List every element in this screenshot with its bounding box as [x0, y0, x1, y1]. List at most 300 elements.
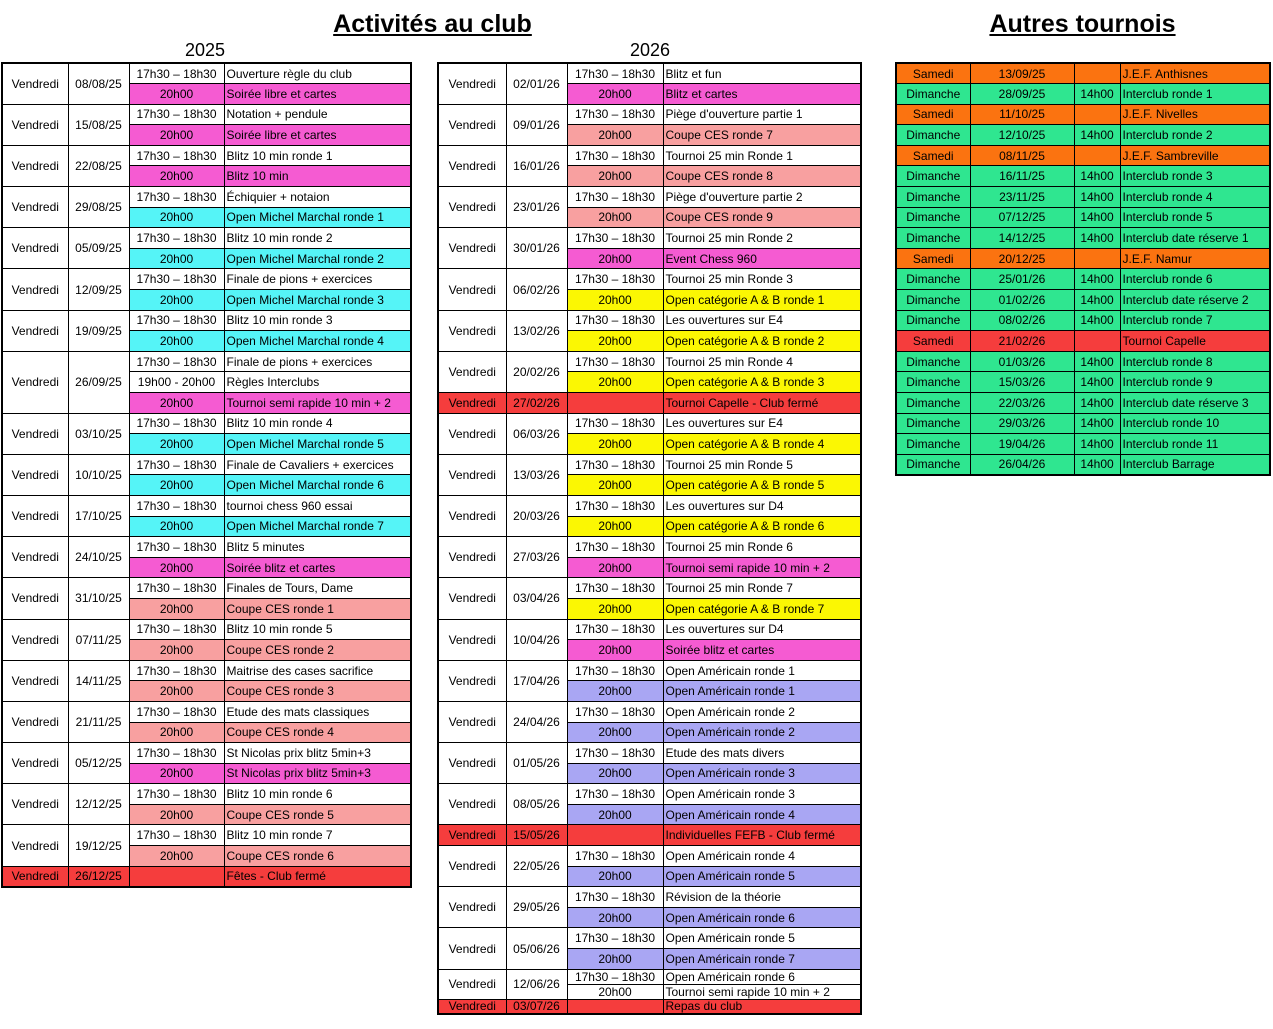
tournament-time: 14h00: [1074, 84, 1120, 105]
time-cell: 17h30 – 18h30: [129, 578, 224, 599]
time-cell: 20h00: [129, 557, 224, 578]
activity-cell: Repas du club: [663, 999, 861, 1014]
tournament-event: J.E.F. Sambreville: [1120, 145, 1270, 166]
date-cell: 29/08/25: [68, 187, 129, 228]
schedule-row: [438, 495, 861, 516]
schedule-row: [438, 228, 861, 249]
tournament-row: [896, 145, 1270, 166]
date-cell: 31/10/25: [68, 578, 129, 619]
tournament-row: [896, 166, 1270, 187]
tournament-time: 14h00: [1074, 434, 1120, 455]
time-cell: 20h00: [567, 804, 663, 825]
time-cell: 20h00: [129, 248, 224, 269]
tournament-event: Interclub ronde 5: [1120, 207, 1270, 228]
time-cell: 17h30 – 18h30: [567, 846, 663, 867]
schedule-row: [438, 999, 861, 1014]
time-cell: [567, 393, 663, 414]
tournament-row: [896, 63, 1270, 84]
time-cell: 20h00: [567, 907, 663, 928]
time-cell: 17h30 – 18h30: [129, 495, 224, 516]
tournament-row: [896, 413, 1270, 434]
schedule-row: [2, 104, 411, 125]
day-cell: Vendredi: [438, 145, 506, 186]
activity-cell: Coupe CES ronde 4: [224, 722, 411, 743]
time-cell: 20h00: [129, 598, 224, 619]
time-cell: 17h30 – 18h30: [129, 351, 224, 372]
tournament-row: [896, 187, 1270, 208]
schedule-row: [2, 578, 411, 599]
tournament-event: Interclub ronde 1: [1120, 84, 1270, 105]
tournament-date: 08/02/26: [970, 310, 1074, 331]
activity-cell: Etude des mats divers: [663, 743, 861, 764]
date-cell: 06/03/26: [506, 413, 567, 454]
time-cell: 20h00: [567, 475, 663, 496]
time-cell: 19h00 - 20h00: [129, 372, 224, 393]
schedule-row: [2, 660, 411, 681]
schedule-row: [2, 187, 411, 208]
schedule-row: [438, 784, 861, 805]
day-cell: Vendredi: [438, 537, 506, 578]
tournament-day: Samedi: [896, 145, 970, 166]
time-cell: [567, 999, 663, 1014]
time-cell: 20h00: [567, 866, 663, 887]
tournament-day: Samedi: [896, 104, 970, 125]
tournament-date: 21/02/26: [970, 331, 1074, 352]
schedule-row: [2, 701, 411, 722]
schedule-row: [2, 495, 411, 516]
activity-cell: Open Américain ronde 3: [663, 784, 861, 805]
time-cell: 17h30 – 18h30: [129, 187, 224, 208]
activity-cell: Open Américain ronde 5: [663, 866, 861, 887]
schedule-row: [2, 413, 411, 434]
time-cell: 20h00: [567, 984, 663, 999]
tournament-row: [896, 351, 1270, 372]
day-cell: Vendredi: [2, 269, 68, 310]
tournament-day: Dimanche: [896, 290, 970, 311]
time-cell: 17h30 – 18h30: [129, 825, 224, 846]
activity-cell: Open Michel Marchal ronde 7: [224, 516, 411, 537]
activity-cell: Tournoi 25 min Ronde 4: [663, 351, 861, 372]
time-cell: 20h00: [567, 166, 663, 187]
year-2026-label: 2026: [629, 40, 671, 60]
schedule-row: [438, 928, 861, 949]
date-cell: 10/04/26: [506, 619, 567, 660]
activity-cell: Blitz 10 min ronde 1: [224, 145, 411, 166]
day-cell: Vendredi: [2, 619, 68, 660]
day-cell: Vendredi: [438, 928, 506, 969]
tournament-time: 14h00: [1074, 393, 1120, 414]
activity-cell: Fêtes - Club fermé: [224, 866, 411, 887]
activity-cell: Soirée blitz et cartes: [224, 557, 411, 578]
club-activities-title: Activités au club: [333, 10, 532, 38]
time-cell: 17h30 – 18h30: [567, 187, 663, 208]
tournament-day: Dimanche: [896, 228, 970, 249]
date-cell: 27/03/26: [506, 537, 567, 578]
activity-cell: Tournoi 25 min Ronde 7: [663, 578, 861, 599]
schedule-row: [438, 660, 861, 681]
day-cell: Vendredi: [438, 310, 506, 351]
activity-cell: Soirée libre et cartes: [224, 125, 411, 146]
day-cell: Vendredi: [2, 743, 68, 784]
schedule-row: [438, 887, 861, 908]
day-cell: Vendredi: [438, 969, 506, 999]
time-cell: 20h00: [567, 557, 663, 578]
date-cell: 10/10/25: [68, 454, 129, 495]
time-cell: 20h00: [567, 763, 663, 784]
activity-cell: Tournoi semi rapide 10 min + 2: [224, 393, 411, 414]
day-cell: Vendredi: [438, 887, 506, 928]
tournament-day: Dimanche: [896, 84, 970, 105]
day-cell: Vendredi: [2, 825, 68, 866]
date-cell: 20/03/26: [506, 495, 567, 536]
tournament-row: [896, 290, 1270, 311]
time-cell: 17h30 – 18h30: [129, 660, 224, 681]
date-cell: 07/11/25: [68, 619, 129, 660]
time-cell: [129, 866, 224, 887]
date-cell: 29/05/26: [506, 887, 567, 928]
tournament-row: [896, 84, 1270, 105]
date-cell: 24/10/25: [68, 537, 129, 578]
activity-cell: Tournoi 25 min Ronde 3: [663, 269, 861, 290]
schedule-row: [438, 310, 861, 331]
tournament-day: Dimanche: [896, 166, 970, 187]
activity-cell: St Nicolas prix blitz 5min+3: [224, 763, 411, 784]
activity-cell: Tournoi 25 min Ronde 2: [663, 228, 861, 249]
tournament-date: 13/09/25: [970, 63, 1074, 84]
activity-cell: Open Américain ronde 2: [663, 722, 861, 743]
day-cell: Vendredi: [438, 269, 506, 310]
time-cell: 20h00: [567, 722, 663, 743]
schedule-row: [2, 537, 411, 558]
tournament-time: [1074, 145, 1120, 166]
activity-cell: Notation + pendule: [224, 104, 411, 125]
day-cell: Vendredi: [2, 495, 68, 536]
activity-cell: Open Américain ronde 7: [663, 949, 861, 970]
activity-cell: Open catégorie A & B ronde 7: [663, 598, 861, 619]
day-cell: Vendredi: [438, 104, 506, 145]
date-cell: 05/06/26: [506, 928, 567, 969]
activity-cell: St Nicolas prix blitz 5min+3: [224, 743, 411, 764]
schedule-row: [2, 454, 411, 475]
time-cell: 20h00: [129, 331, 224, 352]
schedule-row: [2, 743, 411, 764]
time-cell: 20h00: [567, 640, 663, 661]
date-cell: 08/05/26: [506, 784, 567, 825]
date-cell: 19/09/25: [68, 310, 129, 351]
date-cell: 08/08/25: [68, 63, 129, 104]
date-cell: 22/05/26: [506, 846, 567, 887]
tournament-date: 14/12/25: [970, 228, 1074, 249]
tournament-event: Interclub ronde 2: [1120, 125, 1270, 146]
tournament-day: Dimanche: [896, 454, 970, 475]
schedule-row: [438, 537, 861, 558]
activity-cell: Blitz 10 min ronde 6: [224, 784, 411, 805]
tournament-row: [896, 248, 1270, 269]
activity-cell: Coupe CES ronde 5: [224, 804, 411, 825]
schedule-row: [2, 784, 411, 805]
activity-cell: Révision de la théorie: [663, 887, 861, 908]
schedule-row: [2, 825, 411, 846]
time-cell: 17h30 – 18h30: [129, 619, 224, 640]
tournament-date: 28/09/25: [970, 84, 1074, 105]
schedule-2026-table: [437, 62, 862, 1015]
activity-cell: Piège d'ouverture partie 2: [663, 187, 861, 208]
time-cell: 20h00: [567, 331, 663, 352]
tournament-date: 01/02/26: [970, 290, 1074, 311]
tournament-date: 25/01/26: [970, 269, 1074, 290]
schedule-2025-table: [1, 62, 412, 888]
activity-cell: Tournoi 25 min Ronde 5: [663, 454, 861, 475]
time-cell: 17h30 – 18h30: [567, 269, 663, 290]
time-cell: 17h30 – 18h30: [129, 784, 224, 805]
time-cell: 20h00: [129, 290, 224, 311]
time-cell: 20h00: [129, 84, 224, 105]
tournament-event: J.E.F. Anthisnes: [1120, 63, 1270, 84]
activity-cell: Open Michel Marchal ronde 5: [224, 434, 411, 455]
day-cell: Vendredi: [438, 578, 506, 619]
activity-cell: Open Américain ronde 2: [663, 701, 861, 722]
time-cell: 17h30 – 18h30: [129, 701, 224, 722]
time-cell: 17h30 – 18h30: [129, 537, 224, 558]
activity-cell: Coupe CES ronde 7: [663, 125, 861, 146]
activity-cell: tournoi chess 960 essai: [224, 495, 411, 516]
time-cell: 20h00: [129, 516, 224, 537]
day-cell: Vendredi: [438, 701, 506, 742]
time-cell: 17h30 – 18h30: [129, 104, 224, 125]
activity-cell: Open catégorie A & B ronde 2: [663, 331, 861, 352]
tournament-day: Dimanche: [896, 393, 970, 414]
time-cell: 20h00: [567, 516, 663, 537]
activity-cell: Blitz 10 min ronde 3: [224, 310, 411, 331]
day-cell: Vendredi: [2, 701, 68, 742]
tournament-date: 08/11/25: [970, 145, 1074, 166]
tournament-date: 11/10/25: [970, 104, 1074, 125]
activity-cell: Open Américain ronde 4: [663, 846, 861, 867]
tournament-time: 14h00: [1074, 290, 1120, 311]
date-cell: 12/06/26: [506, 969, 567, 999]
activity-cell: Soirée blitz et cartes: [663, 640, 861, 661]
tournament-date: 19/04/26: [970, 434, 1074, 455]
date-cell: 23/01/26: [506, 187, 567, 228]
schedule-row: [438, 413, 861, 434]
tournament-date: 16/11/25: [970, 166, 1074, 187]
tournament-event: J.E.F. Namur: [1120, 248, 1270, 269]
activity-cell: Open Michel Marchal ronde 1: [224, 207, 411, 228]
date-cell: 12/12/25: [68, 784, 129, 825]
schedule-row: [438, 619, 861, 640]
date-cell: 22/08/25: [68, 145, 129, 186]
activity-cell: Ouverture règle du club: [224, 63, 411, 84]
tournament-event: Interclub ronde 3: [1120, 166, 1270, 187]
tournament-event: Interclub ronde 4: [1120, 187, 1270, 208]
date-cell: 27/02/26: [506, 393, 567, 414]
day-cell: Vendredi: [438, 413, 506, 454]
day-cell: Vendredi: [438, 619, 506, 660]
time-cell: 20h00: [129, 804, 224, 825]
tournament-time: 14h00: [1074, 351, 1120, 372]
day-cell: Vendredi: [2, 537, 68, 578]
time-cell: 20h00: [567, 681, 663, 702]
tournament-date: 20/12/25: [970, 248, 1074, 269]
activity-cell: Open Michel Marchal ronde 4: [224, 331, 411, 352]
time-cell: 17h30 – 18h30: [567, 969, 663, 984]
time-cell: 17h30 – 18h30: [567, 310, 663, 331]
activity-cell: Blitz 10 min ronde 7: [224, 825, 411, 846]
tournament-time: [1074, 104, 1120, 125]
tournament-day: Samedi: [896, 331, 970, 352]
tournament-row: [896, 207, 1270, 228]
time-cell: 20h00: [567, 290, 663, 311]
day-cell: Vendredi: [2, 63, 68, 104]
day-cell: Vendredi: [438, 660, 506, 701]
time-cell: 20h00: [129, 640, 224, 661]
tournament-event: Tournoi Capelle: [1120, 331, 1270, 352]
day-cell: Vendredi: [438, 999, 506, 1014]
other-tournaments-title: Autres tournois: [989, 10, 1176, 38]
tournament-event: Interclub ronde 7: [1120, 310, 1270, 331]
time-cell: 20h00: [567, 598, 663, 619]
activity-cell: Les ouvertures sur E4: [663, 310, 861, 331]
activity-cell: Open Américain ronde 1: [663, 660, 861, 681]
activity-cell: Soirée libre et cartes: [224, 84, 411, 105]
day-cell: Vendredi: [438, 784, 506, 825]
tournament-time: [1074, 331, 1120, 352]
activity-cell: Finale de pions + exercices: [224, 351, 411, 372]
schedule-row: [438, 743, 861, 764]
date-cell: 15/08/25: [68, 104, 129, 145]
date-cell: 14/11/25: [68, 660, 129, 701]
schedule-row: [438, 969, 861, 984]
time-cell: 17h30 – 18h30: [567, 660, 663, 681]
tournament-time: 14h00: [1074, 166, 1120, 187]
time-cell: 17h30 – 18h30: [567, 928, 663, 949]
activity-cell: Coupe CES ronde 2: [224, 640, 411, 661]
time-cell: 20h00: [567, 949, 663, 970]
day-cell: Vendredi: [2, 310, 68, 351]
date-cell: 12/09/25: [68, 269, 129, 310]
time-cell: 17h30 – 18h30: [567, 578, 663, 599]
tournament-time: 14h00: [1074, 228, 1120, 249]
date-cell: 09/01/26: [506, 104, 567, 145]
time-cell: 17h30 – 18h30: [129, 413, 224, 434]
time-cell: 17h30 – 18h30: [129, 228, 224, 249]
time-cell: 17h30 – 18h30: [567, 351, 663, 372]
time-cell: 17h30 – 18h30: [567, 63, 663, 84]
activity-cell: Individuelles FEFB - Club fermé: [663, 825, 861, 846]
year-2025-label: 2025: [184, 40, 226, 60]
time-cell: 20h00: [129, 681, 224, 702]
time-cell: 17h30 – 18h30: [129, 145, 224, 166]
tournament-row: [896, 331, 1270, 352]
tournament-event: Interclub ronde 11: [1120, 434, 1270, 455]
schedule-row: [438, 393, 861, 414]
time-cell: 20h00: [129, 722, 224, 743]
activity-cell: Tournoi semi rapide 10 min + 2: [663, 984, 861, 999]
tournament-row: [896, 269, 1270, 290]
day-cell: Vendredi: [2, 578, 68, 619]
tournament-time: 14h00: [1074, 372, 1120, 393]
activity-cell: Blitz 10 min ronde 5: [224, 619, 411, 640]
activity-cell: Coupe CES ronde 1: [224, 598, 411, 619]
activity-cell: Coupe CES ronde 6: [224, 846, 411, 867]
time-cell: 20h00: [567, 125, 663, 146]
time-cell: 17h30 – 18h30: [567, 228, 663, 249]
activity-cell: Open Américain ronde 6: [663, 907, 861, 928]
date-cell: 17/10/25: [68, 495, 129, 536]
day-cell: Vendredi: [2, 187, 68, 228]
day-cell: Vendredi: [2, 351, 68, 413]
day-cell: Vendredi: [438, 825, 506, 846]
date-cell: 16/01/26: [506, 145, 567, 186]
time-cell: 20h00: [129, 434, 224, 455]
day-cell: Vendredi: [2, 413, 68, 454]
activity-cell: Open Michel Marchal ronde 2: [224, 248, 411, 269]
date-cell: 24/04/26: [506, 701, 567, 742]
activity-cell: Blitz 10 min: [224, 166, 411, 187]
activity-cell: Open Américain ronde 4: [663, 804, 861, 825]
tournament-event: Interclub ronde 9: [1120, 372, 1270, 393]
tournament-date: 01/03/26: [970, 351, 1074, 372]
tournament-time: 14h00: [1074, 207, 1120, 228]
schedule-row: [438, 351, 861, 372]
tournament-event: Interclub ronde 10: [1120, 413, 1270, 434]
time-cell: 20h00: [567, 84, 663, 105]
tournament-date: 12/10/25: [970, 125, 1074, 146]
day-cell: Vendredi: [2, 866, 68, 887]
activity-cell: Les ouvertures sur D4: [663, 619, 861, 640]
time-cell: 17h30 – 18h30: [129, 743, 224, 764]
schedule-row: [2, 619, 411, 640]
time-cell: 17h30 – 18h30: [567, 887, 663, 908]
activity-cell: Open catégorie A & B ronde 4: [663, 434, 861, 455]
activity-cell: Coupe CES ronde 8: [663, 166, 861, 187]
activity-cell: Blitz 5 minutes: [224, 537, 411, 558]
day-cell: Vendredi: [438, 187, 506, 228]
schedule-row: [438, 454, 861, 475]
date-cell: 03/04/26: [506, 578, 567, 619]
tournament-date: 26/04/26: [970, 454, 1074, 475]
day-cell: Vendredi: [438, 495, 506, 536]
day-cell: Vendredi: [2, 104, 68, 145]
tournament-row: [896, 434, 1270, 455]
tournament-event: Interclub Barrage: [1120, 454, 1270, 475]
tournament-day: Dimanche: [896, 310, 970, 331]
tournament-event: J.E.F. Nivelles: [1120, 104, 1270, 125]
date-cell: 20/02/26: [506, 351, 567, 392]
day-cell: Vendredi: [2, 145, 68, 186]
time-cell: 20h00: [129, 846, 224, 867]
date-cell: 05/09/25: [68, 228, 129, 269]
tournament-day: Samedi: [896, 63, 970, 84]
tournament-time: [1074, 248, 1120, 269]
activity-cell: Etude des mats classiques: [224, 701, 411, 722]
activity-cell: Finales de Tours, Dame: [224, 578, 411, 599]
activity-cell: Tournoi 25 min Ronde 1: [663, 145, 861, 166]
schedule-row: [2, 228, 411, 249]
time-cell: 17h30 – 18h30: [129, 63, 224, 84]
activity-cell: Open catégorie A & B ronde 6: [663, 516, 861, 537]
day-cell: Vendredi: [438, 393, 506, 414]
activity-cell: Blitz et cartes: [663, 84, 861, 105]
schedule-row: [438, 145, 861, 166]
activity-cell: Blitz 10 min ronde 2: [224, 228, 411, 249]
schedule-row: [2, 269, 411, 290]
date-cell: 19/12/25: [68, 825, 129, 866]
tournament-date: 23/11/25: [970, 187, 1074, 208]
activity-cell: Blitz et fun: [663, 63, 861, 84]
time-cell: 17h30 – 18h30: [567, 413, 663, 434]
time-cell: 20h00: [129, 166, 224, 187]
